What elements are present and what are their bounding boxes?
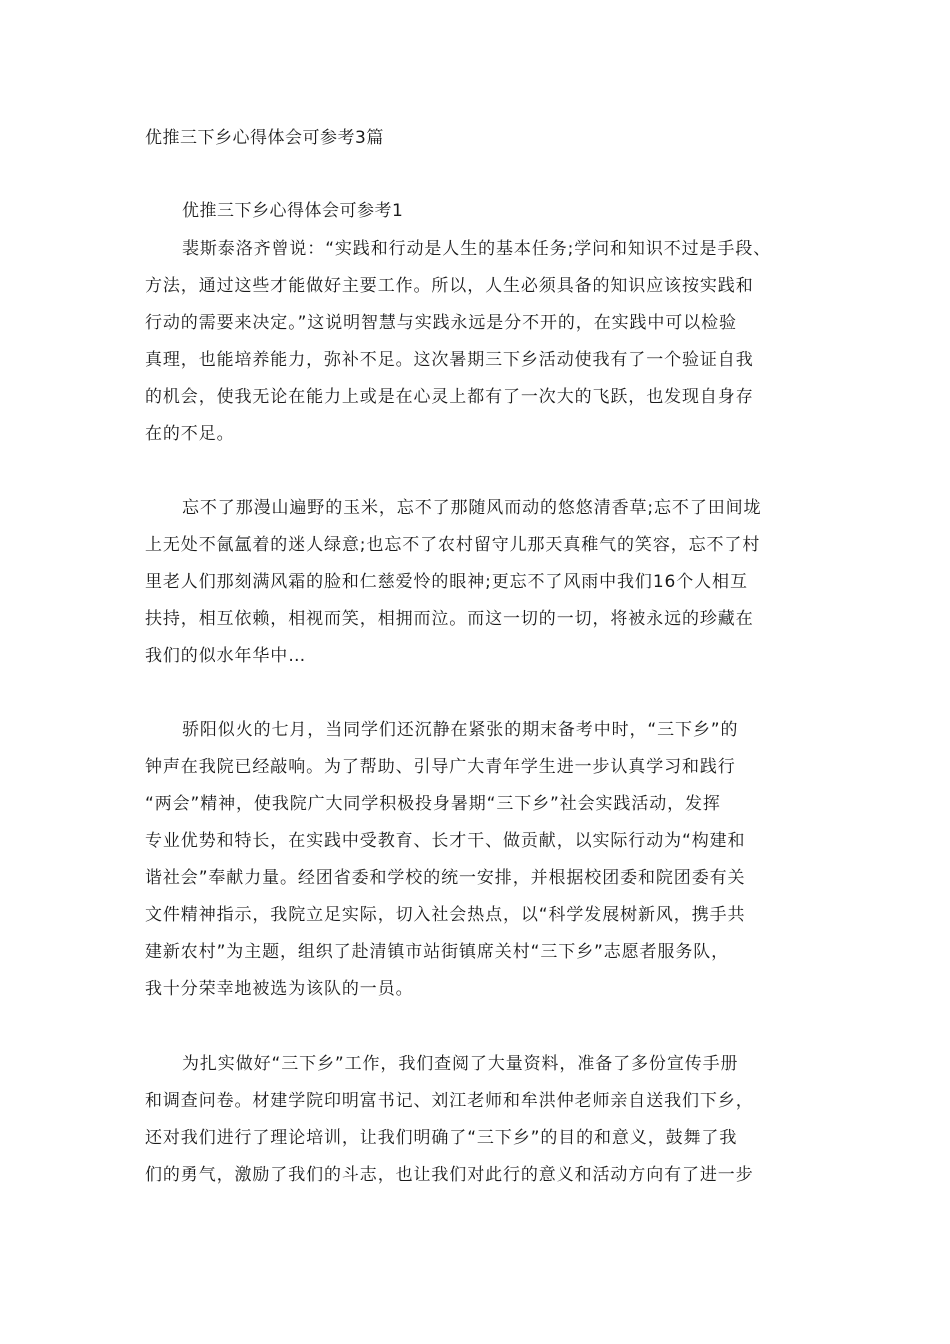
- paragraph-4-line-2: 和调查问卷。材建学院印明富书记、刘江老师和牟洪仲老师亲自送我们下乡，: [145, 1091, 754, 1111]
- paragraph-3-line-8: 我十分荣幸地被选为该队的一员。: [145, 979, 414, 999]
- paragraph-3-line-5: 谐社会”奉献力量。经团省委和学校的统一安排，并根据校团委和院团委有关: [145, 868, 746, 888]
- paragraph-3-line-7: 建新农村”为主题，组织了赴清镇市站街镇席关村“三下乡”志愿者服务队，: [145, 942, 730, 962]
- paragraph-1-line-3: 行动的需要来决定。”这说明智慧与实践永远是分不开的，在实践中可以检验: [145, 313, 737, 333]
- paragraph-2-line-2: 上无处不氤氲着的迷人绿意;也忘不了农村留守儿那天真稚气的笑容，忘不了村: [145, 535, 761, 555]
- paragraph-3-line-6: 文件精神指示，我院立足实际，切入社会热点，以“科学发展树新风，携手共: [145, 905, 746, 925]
- paragraph-2-line-5: 我们的似水年华中…: [145, 646, 307, 666]
- paragraph-2-line-4: 扶持，相互依赖，相视而笑，相拥而泣。而这一切的一切，将被永远的珍藏在: [145, 609, 754, 629]
- paragraph-1-line-2: 方法，通过这些才能做好主要工作。所以，人生必须具备的知识应该按实践和: [145, 276, 754, 296]
- paragraph-4-line-3: 还对我们进行了理论培训，让我们明确了“三下乡”的目的和意义，鼓舞了我: [145, 1128, 738, 1148]
- document-title: 优推三下乡心得体会可参考3篇: [145, 128, 384, 148]
- paragraph-1-line-1: 裴斯泰洛齐曾说：“实践和行动是人生的基本任务;学问和知识不过是手段、: [182, 239, 772, 259]
- section-title: 优推三下乡心得体会可参考1: [182, 201, 404, 221]
- paragraph-3-line-4: 专业优势和特长，在实践中受教育、长才干、做贡献，以实际行动为“构建和: [145, 831, 746, 851]
- paragraph-3-line-3: “两会”精神，使我院广大同学积极投身暑期“三下乡”社会实践活动，发挥: [145, 794, 721, 814]
- paragraph-1-line-5: 的机会，使我无论在能力上或是在心灵上都有了一次大的飞跃，也发现自身存: [145, 387, 754, 407]
- paragraph-2-line-3: 里老人们那刻满风霜的脸和仁慈爱怜的眼神;更忘不了风雨中我们16个人相互: [145, 572, 748, 592]
- paragraph-3-line-1: 骄阳似火的七月，当同学们还沉静在紧张的期末备考中时，“三下乡”的: [182, 720, 739, 740]
- paragraph-2-line-1: 忘不了那漫山遍野的玉米，忘不了那随风而动的悠悠清香草;忘不了田间垅: [182, 498, 762, 518]
- paragraph-1-line-4: 真理，也能培养能力，弥补不足。这次暑期三下乡活动使我有了一个验证自我: [145, 350, 754, 370]
- paragraph-3-line-2: 钟声在我院已经敲响。为了帮助、引导广大青年学生进一步认真学习和践行: [145, 757, 736, 777]
- paragraph-1-line-6: 在的不足。: [145, 424, 235, 444]
- paragraph-4-line-4: 们的勇气，激励了我们的斗志，也让我们对此行的意义和活动方向有了进一步: [145, 1165, 754, 1185]
- paragraph-4-line-1: 为扎实做好“三下乡”工作，我们查阅了大量资料，准备了多份宣传手册: [182, 1054, 739, 1074]
